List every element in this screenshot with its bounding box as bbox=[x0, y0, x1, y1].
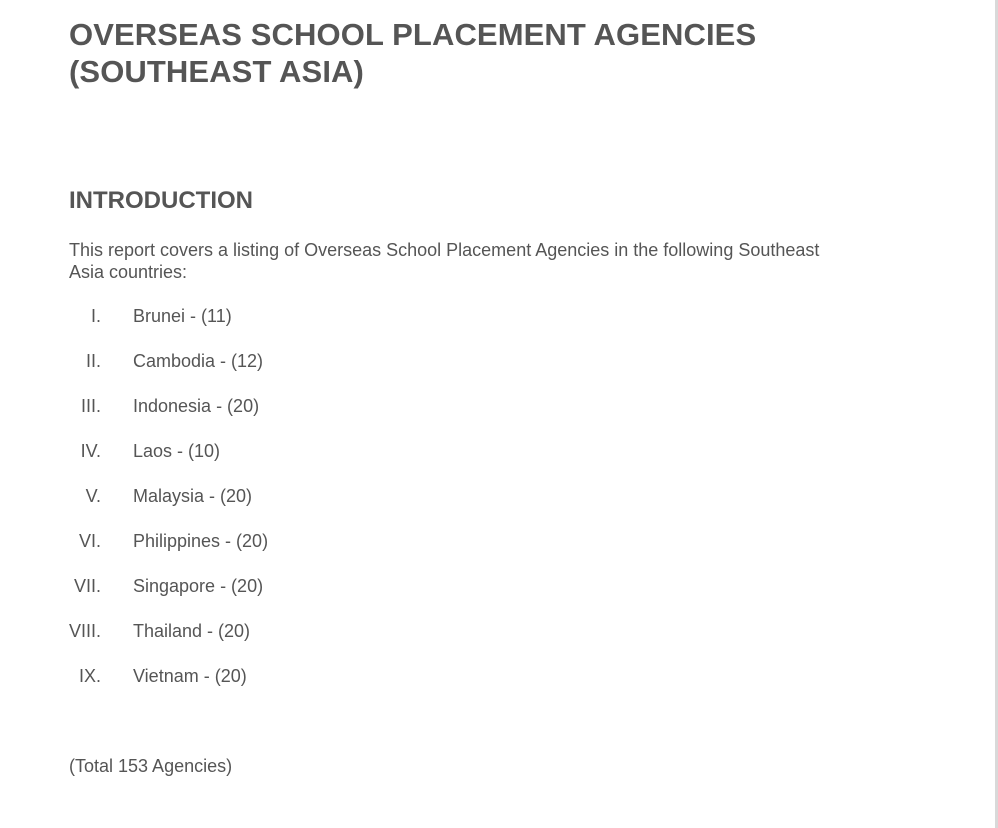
list-numeral: IV. bbox=[80, 441, 101, 461]
list-numeral: VII. bbox=[73, 576, 101, 596]
list-numeral: I. bbox=[90, 306, 101, 326]
country-entry: Malaysia - (20) bbox=[133, 486, 253, 506]
list-numeral: VIII. bbox=[68, 621, 101, 641]
country-entry: Thailand - (20) bbox=[133, 621, 251, 641]
title-line-1: OVERSEAS SCHOOL PLACEMENT AGENCIES bbox=[69, 17, 757, 52]
list-numeral: IX. bbox=[78, 666, 101, 686]
list-numeral: VI. bbox=[78, 531, 101, 551]
introduction-heading: INTRODUCTION bbox=[69, 187, 253, 214]
country-entry: Vietnam - (20) bbox=[133, 666, 247, 686]
list-numeral: II. bbox=[85, 351, 101, 371]
document-title bbox=[69, 16, 829, 90]
introduction-text: This report covers a listing of Overseas School Placement Agencies in the following Southeast Asia countries: bbox=[69, 240, 820, 282]
list-numeral: III. bbox=[80, 396, 101, 416]
total-agencies: (Total 153 Agencies) bbox=[69, 756, 233, 776]
country-entry: Singapore - (20) bbox=[133, 576, 264, 596]
country-entry: Philippines - (20) bbox=[133, 531, 269, 551]
country-entry: Laos - (10) bbox=[133, 441, 221, 461]
country-entry: Indonesia - (20) bbox=[133, 396, 260, 416]
country-entry: Cambodia - (12) bbox=[133, 351, 264, 371]
list-numeral: V. bbox=[85, 486, 101, 506]
country-entry: Brunei - (11) bbox=[133, 306, 232, 326]
title-line-2: (SOUTHEAST ASIA) bbox=[69, 54, 364, 89]
